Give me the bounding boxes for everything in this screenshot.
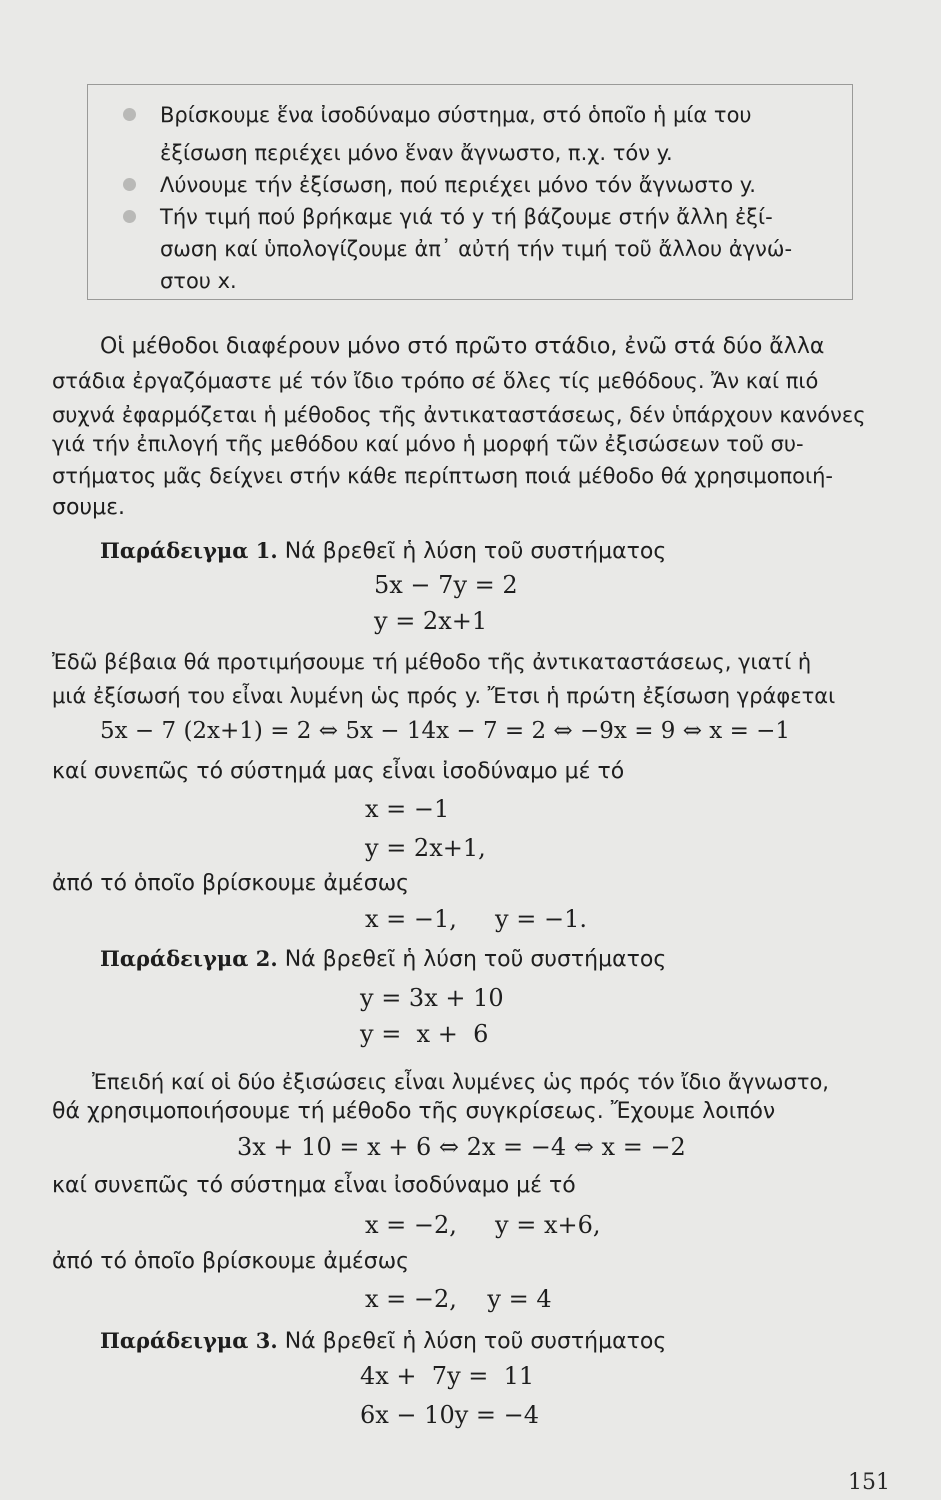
example-2-text-2: θά χρησιμοποιήσουμε τή μέθοδο τῆς συγκρίσεως. Ἔχουμε λοιπόν [52, 1099, 776, 1124]
example-1-text-1: Ἐδῶ βέβαια θά προτιμήσουμε τή μέθοδο τῆς ἀντικαταστάσεως, γιατί ἡ [52, 650, 812, 674]
box-step-2: Λύνουμε τήν ἐξίσωση, πού περιέχει μόνο τόν ἄγνωστο y. [160, 173, 756, 197]
example-1-eq-4: x = −1 [365, 795, 450, 823]
example-2-eq-5: x = −2, y = 4 [365, 1285, 552, 1313]
box-step-1-cont: ἐξίσωση περιέχει μόνο ἕναν ἄγνωστο, π.χ. τόν y. [160, 141, 673, 165]
example-1-text-2: μιά ἐξίσωσή του εἶναι λυμένη ὡς πρός y. Ἔτσι ἡ πρώτη ἐξίσωση γράφεται [52, 684, 836, 708]
example-2-text-1: Ἐπειδή καί οἱ δύο ἐξισώσεις εἶναι λυμένες ὡς πρός τόν ἴδιο ἄγνωστο, [92, 1070, 829, 1094]
example-1-eq-5: y = 2x+1, [365, 834, 486, 862]
paragraph-line: συχνά ἐφαρμόζεται ἡ μέθοδος τῆς ἀντικαταστάσεως, δέν ὑπάρχουν κανόνες [52, 403, 866, 427]
box-step-3-cont2: στου x. [160, 269, 237, 293]
example-2-eq-3: 3x + 10 = x + 6 ⇔ 2x = −4 ⇔ x = −2 [237, 1133, 686, 1161]
example-1-label: Παράδειγμα 1. [100, 538, 278, 563]
example-2-text-3: καί συνεπῶς τό σύστημα εἶναι ἰσοδύναμο μέ τό [52, 1173, 576, 1198]
example-1-eq-2: y = 2x+1 [374, 607, 488, 635]
example-1-text-4: ἀπό τό ὁποῖο βρίσκουμε ἀμέσως [52, 871, 410, 896]
paragraph-line: στάδια ἐργαζόμαστε μέ τόν ἴδιο τρόπο σέ ὅλες τίς μεθόδους. Ἄν καί πιό [52, 369, 819, 393]
example-3-label: Παράδειγμα 3. [100, 1328, 278, 1353]
example-2-eq-2: y = x + 6 [360, 1020, 489, 1048]
example-1-intro: Νά βρεθεῖ ἡ λύση τοῦ συστήματος [284, 539, 667, 564]
example-2-eq-1: y = 3x + 10 [360, 984, 504, 1012]
paragraph-line: Οἱ μέθοδοι διαφέρουν μόνο στό πρῶτο στάδιο, ἐνῶ στά δύο ἄλλα [100, 334, 825, 359]
example-2-intro: Νά βρεθεῖ ἡ λύση τοῦ συστήματος [284, 947, 667, 972]
example-2-eq-4: x = −2, y = x+6, [365, 1211, 601, 1239]
paragraph-line: σουμε. [52, 495, 126, 520]
example-2-text-4: ἀπό τό ὁποῖο βρίσκουμε ἀμέσως [52, 1249, 410, 1274]
bullet-icon [123, 210, 136, 223]
paragraph-line: στήματος μᾶς δείχνει στήν κάθε περίπτωση ποιά μέθοδο θά χρησιμοποιή- [52, 464, 833, 488]
box-step-3: Τήν τιμή πού βρήκαμε γιά τό y τή βάζουμε στήν ἄλλη ἐξί- [160, 205, 773, 229]
page-number: 151 [848, 1470, 890, 1495]
bullet-icon [123, 178, 136, 191]
example-1-heading [100, 537, 666, 566]
example-3-heading [100, 1327, 666, 1356]
example-3-intro: Νά βρεθεῖ ἡ λύση τοῦ συστήματος [284, 1329, 667, 1354]
box-step-1: Βρίσκουμε ἕνα ἰσοδύναμο σύστημα, στό ὁποῖο ἡ μία του [160, 103, 752, 127]
example-1-eq-1: 5x − 7y = 2 [374, 571, 518, 599]
example-1-eq-3: 5x − 7 (2x+1) = 2 ⇔ 5x − 14x − 7 = 2 ⇔ −9x = 9 ⇔ x = −1 [100, 718, 791, 744]
paragraph-line: γιά τήν ἐπιλογή τῆς μεθόδου καί μόνο ἡ μορφή τῶν ἐξισώσεων τοῦ συ- [52, 432, 804, 456]
example-3-eq-2: 6x − 10y = −4 [360, 1401, 540, 1429]
example-2-label: Παράδειγμα 2. [100, 946, 278, 971]
example-3-eq-1: 4x + 7y = 11 [360, 1362, 535, 1390]
example-2-heading [100, 945, 666, 974]
bullet-icon [123, 108, 136, 121]
example-1-eq-6: x = −1, y = −1. [365, 905, 587, 933]
example-1-text-3: καί συνεπῶς τό σύστημά μας εἶναι ἰσοδύναμο μέ τό [52, 759, 625, 784]
box-step-3-cont: σωση καί ὑπολογίζουμε ἀπ᾽ αὐτή τήν τιμή τοῦ ἄλλου ἀγνώ- [160, 237, 793, 261]
